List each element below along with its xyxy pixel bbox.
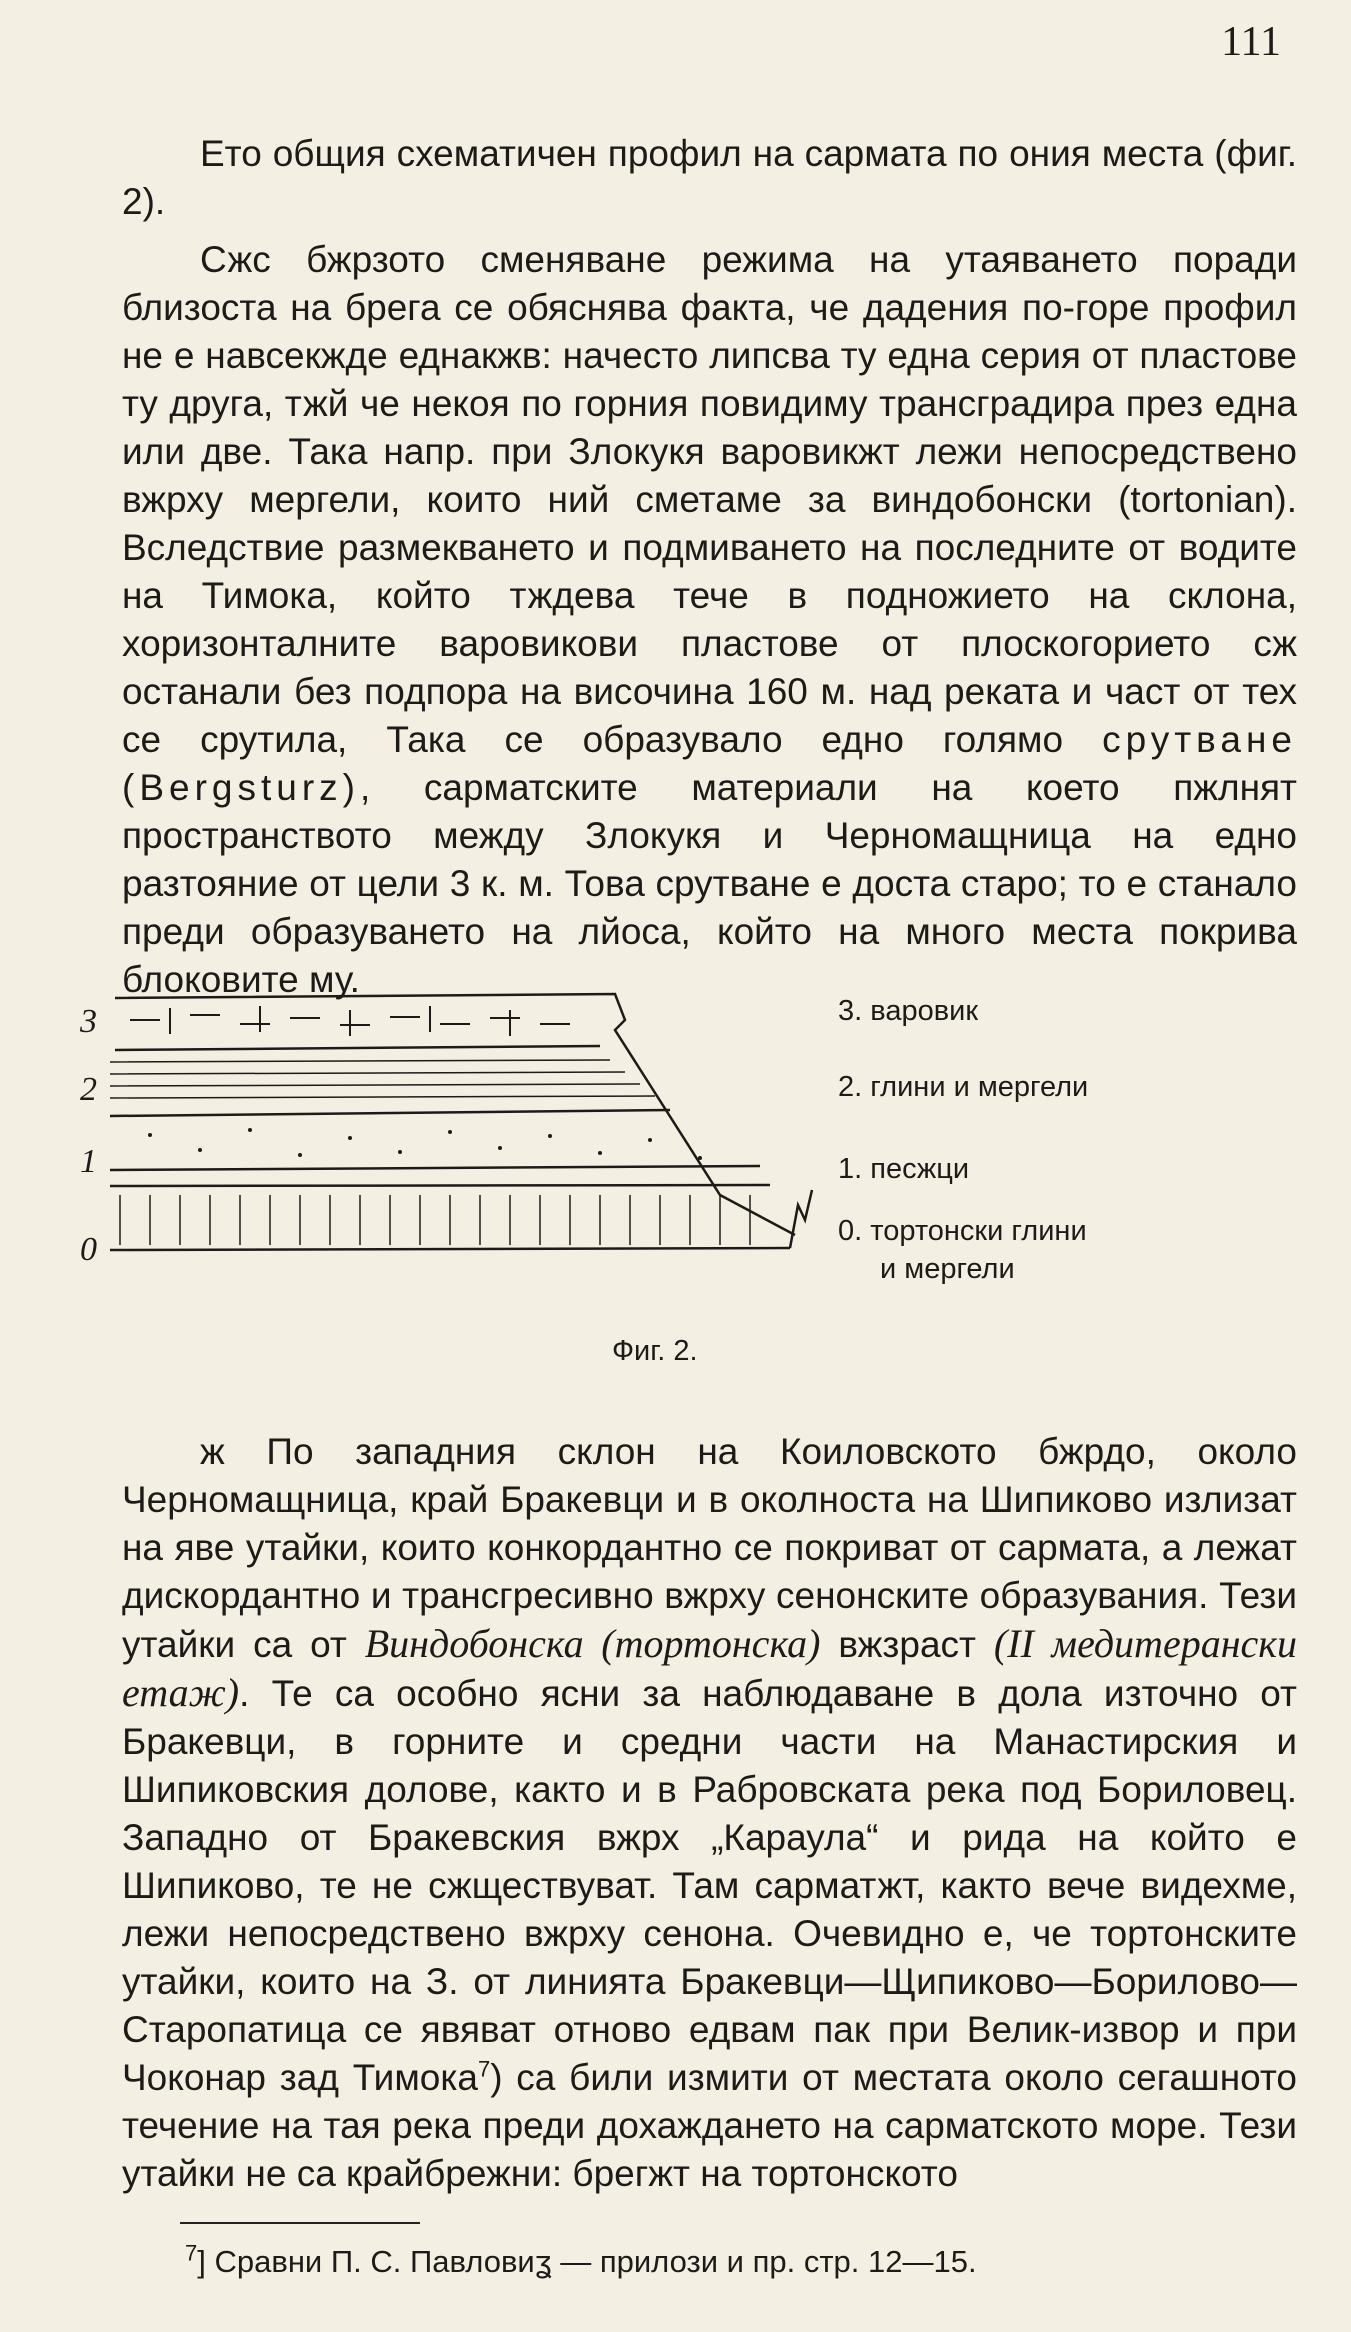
bottom-text bbox=[122, 1428, 1297, 2198]
figure-outline bbox=[110, 994, 812, 1250]
legend-item-tortonian-cont: и мергели bbox=[880, 1253, 1015, 1285]
limestone-hatching bbox=[130, 1006, 570, 1036]
paragraph-text: вжзраст bbox=[820, 1624, 994, 1665]
paragraph-intro: Ето общия схематичен профил на сармата по ония места (фиг. 2). bbox=[122, 133, 1297, 222]
paragraph-text: Сжс бжрзото сменяване режима на утаяването поради близоста на брега се обяснява факта, че дадения по-горе профил не е навсекжде еднакжв: начесто липсва ту една серия от пластове ту друга, тжй че некоя по горния повидиму трансградира през една или две. Така напр. при Злокукя варовикжт лежи непосредствено вжрху мергели, които ний сметаме за виндобонски (tortonian). Вследствие размекването и подмиването на последните от водите на Тимока, който тждева тече в подножието на склона, хоризонталните варовикови пластове от плоскогорието сж останали без подпора на височина 160 м. над реката и част от тех се срутила, Така се образувало едно голямо bbox=[122, 239, 1297, 760]
tortonian-hatching bbox=[120, 1195, 750, 1245]
geological-profile-figure bbox=[70, 990, 1300, 1310]
paragraph-vindobonian bbox=[122, 1428, 1297, 2198]
legend-item-limestone: 3. варовик bbox=[838, 995, 979, 1027]
page-number: 111 bbox=[1221, 19, 1281, 65]
paragraph-text: ) са били измити от местата около сегашното течение на тая река преди дохаждането на сарматското море. Тези утайки не са крайбрежни: брегжт на тортонското bbox=[122, 2057, 1297, 2194]
paragraph-text: , сарматските материали на което пжлнят пространството между Злокукя и Черномащница на едно разтояние от цели 3 к. м. Това срутване е доста старо; то е станало преди образуването на лйоса, който на много места покрива блоковите му. bbox=[122, 767, 1297, 1000]
layer-number-0: 0 bbox=[80, 1231, 97, 1268]
legend-item-sands: 1. песжци bbox=[838, 1153, 970, 1185]
footnote-text: ] Сравни П. С. Павловиʓ — прилози и пр. стр. 12—15. bbox=[197, 2244, 977, 2279]
footnote-divider bbox=[180, 2222, 420, 2224]
layer-number-1: 1 bbox=[80, 1143, 97, 1180]
spaced-term: срутване (Bergsturz) bbox=[122, 719, 1297, 808]
footnote-marker: 7 bbox=[185, 2240, 198, 2266]
legend-item-tortonian: 0. тортонски глини bbox=[838, 1215, 1087, 1247]
footnote-reference[interactable]: 7 bbox=[477, 2056, 491, 2082]
layer-number-3: 3 bbox=[80, 1003, 97, 1040]
top-text bbox=[122, 130, 1297, 1004]
sand-dots bbox=[148, 1128, 702, 1160]
paragraph-text: . Те са особно ясни за наблюдаване в дола източно от Бракевци, в горните и средни части на Манастирския и Шипиковския долове, както и в Рабровската река под Бориловец. Западно от Бракевския вжрх „Караула“ и рида на който е Шипиково, те не сжществуват. Там сарматжт, както вече видехме, лежи непосредствено вжрху сенона. Очевидно е, че тортонските утайки, които на З. от линията Бракевци—Щипиково—Борилово—Старопатица се явяват отново едвам пак при Велик-извор и при Чоконар зад Тимока bbox=[122, 1673, 1297, 2098]
footnote bbox=[185, 2240, 977, 2280]
layer-number-2: 2 bbox=[80, 1071, 97, 1108]
legend-item-clay-marl: 2. глини и мергели bbox=[838, 1071, 1089, 1103]
italic-term: Виндобонска (тортонска) bbox=[364, 1621, 821, 1666]
paragraph-text: ж По западния склон на Коиловското бжрдо, около Черномащница, край Бракевци и в околноста на Шипиково излизат на яве утайки, които конкордантно се покриват от сармата, а лежат дискордантно и трансгресивно вжрху сенонските образувания. Тези утайки са от bbox=[122, 1431, 1297, 1665]
italic-term: (II медитерански етаж) bbox=[122, 1621, 1298, 1715]
figure-caption: Фиг. 2. bbox=[612, 1335, 698, 1367]
clay-marl-lines bbox=[110, 1060, 655, 1098]
paragraph-profile bbox=[122, 236, 1297, 1004]
